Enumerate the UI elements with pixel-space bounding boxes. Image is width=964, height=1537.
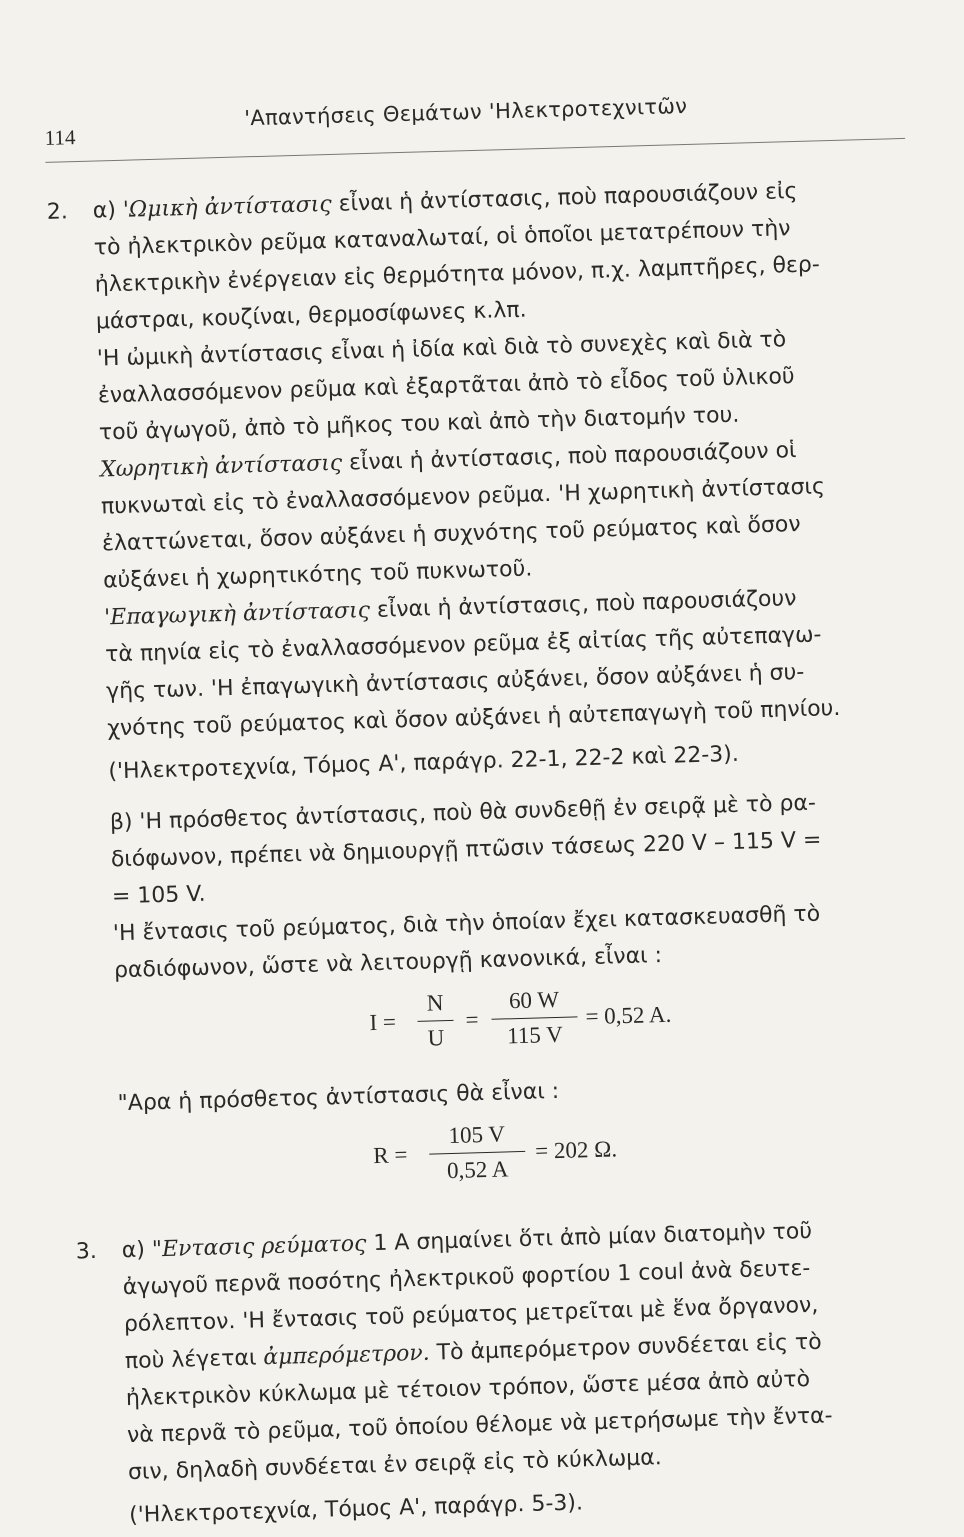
q3-line-5: ἠλεκτρικὸν κύκλωμα μὲ τέτοιον τρόπον, ὥστε μέσα ἀπὸ αὐτὸ xyxy=(125,1367,811,1412)
q3-line-2: ἀγωγοῦ περνᾶ ποσότης ἠλεκτρικοῦ φορτίου 1 coul ἀνὰ δευτε- xyxy=(122,1255,811,1301)
q2-line-15: χνότης τοῦ ρεύματος καὶ ὅσον αὐξάνει ἡ αὐτεπαγωγὴ τοῦ πηνίου. xyxy=(106,695,841,742)
term-ammeter: ἀμπερόμετρον. xyxy=(262,1340,431,1371)
question-number: 3. xyxy=(75,1238,98,1265)
answers-body xyxy=(46,170,923,1535)
formula-lhs: I = xyxy=(369,1009,397,1036)
q2-line-9: πυκνωταὶ εἰς τὸ ἐναλλασσόμενον ρεῦμα. 'Η χωρητικὴ ἀντίστασις xyxy=(100,474,826,520)
part-label: α) xyxy=(121,1237,146,1264)
term-capacitive-resistance: Χωρητικὴ ἀντίστασις xyxy=(99,450,343,483)
text-fragment: εἶναι ἡ ἀντίστασις, ποὺ παρουσιάζουν xyxy=(376,586,797,623)
q2-line-11: αὐξάνει ἡ χωρητικότης τοῦ πυκνωτοῦ. xyxy=(102,556,533,594)
header-rule xyxy=(45,138,905,163)
text-fragment: εἶναι ἡ ἀντίστασις, ποὺ παρουσιάζουν οἱ xyxy=(348,438,797,476)
q2b-line-3: = 105 V. xyxy=(111,881,206,910)
formula-result: = 202 Ω. xyxy=(534,1136,618,1164)
numerator: 60 W xyxy=(508,986,560,1014)
running-title: 'Απαντήσεις Θεμάτων 'Ηλεκτροτεχνιτῶν xyxy=(243,93,688,131)
q2-line-6: ἐναλλασσόμενον ρεῦμα καὶ ἐξαρτᾶται ἀπὸ τὸ εἶδος τοῦ ὑλικοῦ xyxy=(97,364,795,409)
q2-line-3: ἠλεκτρικὴν ἐνέργειαν εἰς θερμότητα μόνον, π.χ. λαμπτῆρες, θερ- xyxy=(94,252,821,298)
q3-line-3: ρόλεπτον. 'Η ἔντασις τοῦ ρεύματος μετρεῖται μὲ ἕνα ὄργανον, xyxy=(123,1292,819,1338)
equals-sign: = xyxy=(465,1007,479,1033)
q3-line-6: νὰ περνᾶ τὸ ρεῦμα, τοῦ ὁποίου θέλομε νὰ μετρήσωμε τὴν ἔντα- xyxy=(126,1403,833,1449)
term-current-intensity: "Εντασις ρεύματος xyxy=(151,1231,367,1263)
text-fragment: 1 A σημαίνει ὅτι ἀπὸ μίαν διατομὴν τοῦ xyxy=(373,1218,813,1257)
fraction-n-over-u xyxy=(417,988,455,1054)
term-inductive-resistance: 'Επαγωγικὴ ἀντίστασις xyxy=(103,598,371,631)
q2-line-10: ἐλαττώνεται, ὅσον αὐξάνει ἡ συχνότης τοῦ ρεύματος καὶ ὅσον xyxy=(101,511,801,557)
q3-line-7: σιν, δηλαδὴ συνδέεται ἐν σειρᾷ εἰς τὸ κύκλωμα. xyxy=(127,1445,663,1486)
page-header xyxy=(44,88,905,152)
q2b-line-4: 'Η ἔντασις τοῦ ρεύματος, διὰ τὴν ὁποίαν ἔχει κατασκευασθῆ τὸ xyxy=(112,901,821,947)
reference-a: ('Ηλεκτροτεχνία, Τόμος Α', παράγρ. 22-1, 22-2 καὶ 22-3). xyxy=(108,741,740,785)
numerator: N xyxy=(426,990,444,1016)
q2b-line-6: "Αρα ἡ πρόσθετος ἀντίστασις θὰ εἶναι : xyxy=(117,1078,560,1117)
formula-result: = 0,52 A. xyxy=(585,1001,672,1030)
formula-current xyxy=(69,975,911,1076)
numerator: 105 V xyxy=(448,1121,506,1149)
q2b-line-2: διόφωνον, πρέπει νὰ δημιουργῇ πτῶσιν τάσεως 220 V – 115 V = xyxy=(110,827,822,873)
reference-3a: ('Ηλεκτροτεχνία, Τόμος Α', παράγρ. 5-3). xyxy=(128,1490,584,1529)
q2-line-5: 'Η ὠμικὴ ἀντίστασις εἶναι ἡ ἰδία καὶ διὰ τὸ συνεχὲς καὶ διὰ τὸ xyxy=(96,327,787,372)
q2-line-14: γῆς των. 'Η ἐπαγωγικὴ ἀντίστασις αὐξάνει, ὅσον αὐξάνει ἡ συ- xyxy=(105,659,805,705)
q2b-line-5: ραδιόφωνον, ὥστε νὰ λειτουργῇ κανονικά, εἶναι : xyxy=(113,943,663,984)
part-label: β) xyxy=(109,809,133,836)
term-ohmic-resistance: 'Ωμικὴ ἀντίστασις xyxy=(122,191,333,223)
text-fragment: 'Η πρόσθετος ἀντίστασις, ποὺ θὰ συνδεθῇ ἐν σειρᾷ μὲ τὸ ρα- xyxy=(139,790,817,835)
formula-resistance xyxy=(72,1108,914,1209)
denominator: 0,52 A xyxy=(446,1156,509,1184)
part-label: α) xyxy=(92,197,117,224)
text-fragment: εἶναι ἡ ἀντίστασις, ποὺ παρουσιάζουν εἰς xyxy=(338,178,798,217)
page-number: 114 xyxy=(44,125,76,150)
fraction-bar xyxy=(418,1020,454,1022)
q2-line-7: τοῦ ἀγωγοῦ, ἀπὸ τὸ μῆκος του καὶ ἀπὸ τὴν διατομήν του. xyxy=(98,402,740,446)
text-fragment: ποὺ λέγεται xyxy=(124,1345,257,1375)
denominator: U xyxy=(427,1025,445,1051)
q2-line-13: τὰ πηνία εἰς τὸ ἐναλλασσόμενον ρεῦμα ἐξ αἰτίας τῆς αὐτεπαγω- xyxy=(104,622,822,668)
denominator: 115 V xyxy=(506,1021,564,1049)
fraction-volts-over-amps xyxy=(428,1119,526,1187)
formula-lhs: R = xyxy=(372,1142,408,1169)
q2-line-2: τὸ ἠλεκτρικὸν ρεῦμα καταναλωταί, οἱ ὁποῖοι μετατρέπουν τὴν xyxy=(93,216,791,261)
question-number: 2. xyxy=(46,199,69,225)
text-fragment: Τὸ ἀμπερόμετρον συνδέεται εἰς τὸ xyxy=(436,1329,823,1366)
q2-line-4: μάστραι, κουζίναι, θερμοσίφωνες κ.λπ. xyxy=(95,297,527,335)
fraction-watts-over-volts xyxy=(491,984,579,1051)
